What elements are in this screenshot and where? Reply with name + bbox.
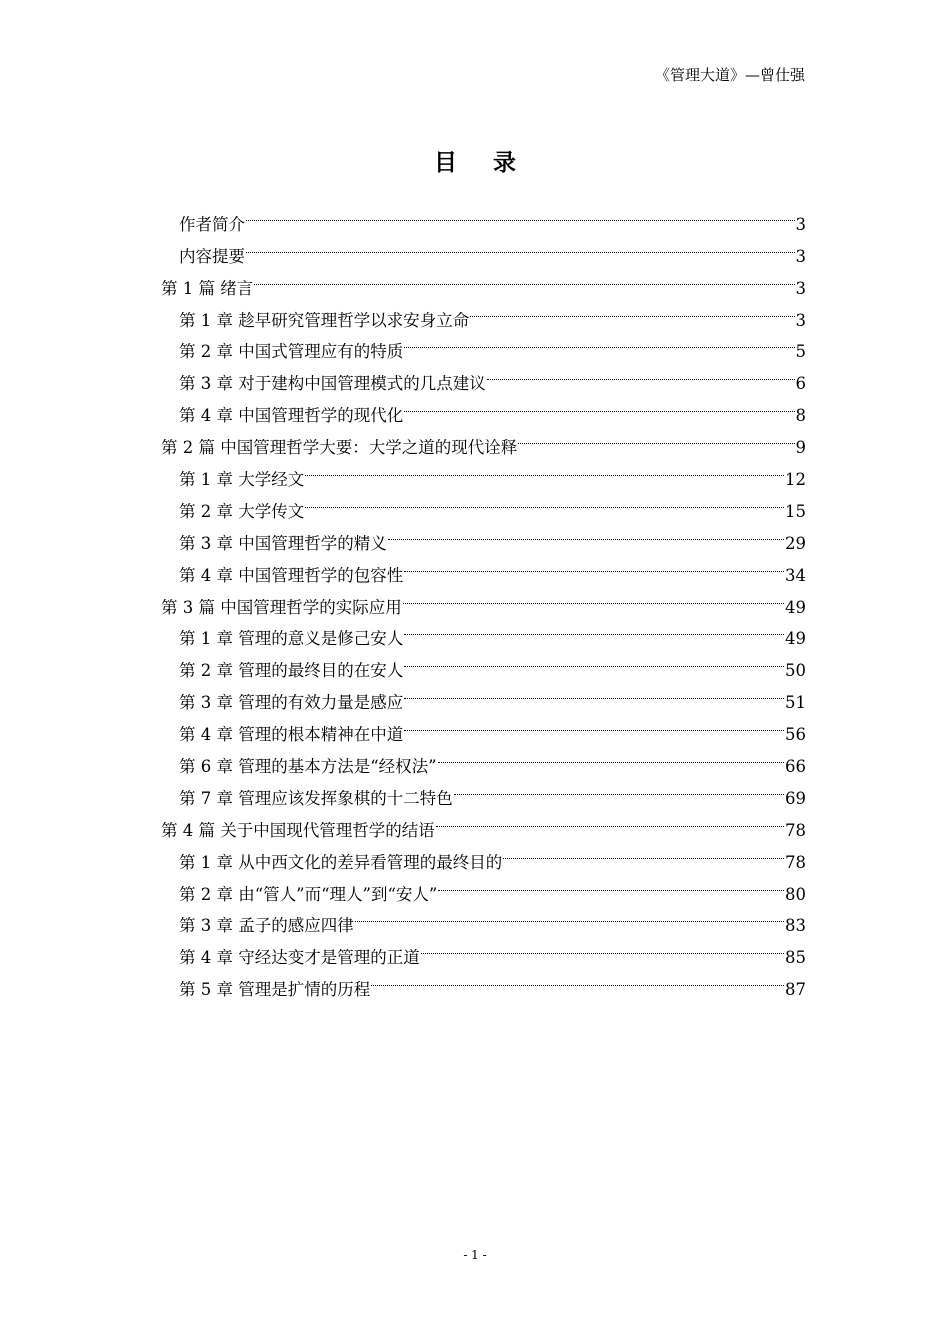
toc-entry-label: 第 4 章 管理的根本精神在中道 <box>179 725 404 745</box>
toc-entry-label: 第 2 章 中国式管理应有的特质 <box>179 342 404 362</box>
toc-entry-label: 第 1 章 大学经文 <box>179 470 305 490</box>
toc-entry-label: 第 3 章 对于建构中国管理模式的几点建议 <box>179 374 486 394</box>
toc-entry-page-number: 78 <box>785 820 806 840</box>
toc-entry-label: 第 2 章 大学传文 <box>179 501 305 521</box>
dot-leader <box>421 931 784 963</box>
dot-leader <box>487 357 795 389</box>
toc-entry-page-number: 50 <box>785 661 806 681</box>
toc-entry-page-number: 83 <box>785 916 806 936</box>
dot-leader <box>246 198 795 230</box>
dot-leader <box>404 708 784 740</box>
toc-entry-page-number: 87 <box>785 980 806 1000</box>
toc-entry-page-number: 49 <box>785 629 806 649</box>
toc-entry-label: 第 4 章 守经达变才是管理的正道 <box>179 948 420 968</box>
dot-leader <box>518 421 794 453</box>
dot-leader <box>305 453 784 485</box>
dot-leader <box>371 963 784 995</box>
toc-title: 目 录 <box>433 149 530 176</box>
toc-entry-label: 第 1 篇 绪言 <box>161 278 254 298</box>
toc-entry-label: 第 3 章 孟子的感应四律 <box>179 916 354 936</box>
dot-leader <box>454 772 784 804</box>
toc-entry-label: 第 2 章 由“管人”而“理人”到“安人” <box>179 884 438 904</box>
toc-entry-page-number: 34 <box>785 565 806 585</box>
dot-leader <box>404 644 784 676</box>
toc-entry-page-number: 80 <box>785 884 806 904</box>
dot-leader <box>254 262 794 294</box>
dot-leader <box>503 836 784 868</box>
toc-entry-page-number: 5 <box>795 342 806 362</box>
dot-leader <box>404 613 784 645</box>
page-number: - 1 - <box>463 1248 487 1262</box>
toc-entry-page-number: 85 <box>785 948 806 968</box>
toc-entry-label: 第 1 章 管理的意义是修己安人 <box>179 629 404 649</box>
toc-entry-page-number: 6 <box>795 374 806 394</box>
toc-entry-label: 第 5 章 管理是扩情的历程 <box>179 980 371 1000</box>
toc-entry-label: 第 4 篇 关于中国现代管理哲学的结语 <box>161 820 435 840</box>
toc-part-entry[interactable] <box>161 262 806 298</box>
toc-entry-label: 第 3 篇 中国管理哲学的实际应用 <box>161 597 402 617</box>
dot-leader <box>404 676 784 708</box>
toc-entry-label: 第 2 篇 中国管理哲学大要：大学之道的现代诠释 <box>161 438 518 458</box>
toc-entry-label: 内容提要 <box>179 246 245 266</box>
toc-entry-label: 第 2 章 管理的最终目的在安人 <box>179 661 404 681</box>
toc-entry-page-number: 3 <box>795 278 806 298</box>
toc-entry-label: 第 3 章 中国管理哲学的精义 <box>179 533 387 553</box>
toc-entry-label: 第 7 章 管理应该发挥象棋的十二特色 <box>179 788 453 808</box>
dot-leader <box>305 485 784 517</box>
toc-entry-label: 第 1 章 趁早研究管理哲学以求安身立命 <box>179 310 470 330</box>
dot-leader <box>404 549 784 581</box>
dot-leader <box>355 900 784 932</box>
toc-entry-page-number: 12 <box>785 470 806 490</box>
toc-chapter-entry[interactable] <box>161 230 806 266</box>
toc-entry-page-number: 69 <box>785 788 806 808</box>
toc-entry-label: 第 4 章 中国管理哲学的包容性 <box>179 565 404 585</box>
running-header: 《管理大道》—曾仕强 <box>654 66 805 84</box>
dot-leader <box>403 581 784 613</box>
toc-entry-page-number: 9 <box>795 438 806 458</box>
toc-entry-label: 第 3 章 管理的有效力量是感应 <box>179 693 404 713</box>
toc-entry-label: 第 4 章 中国管理哲学的现代化 <box>179 406 404 426</box>
toc-entry-label: 第 6 章 管理的基本方法是“经权法” <box>179 757 437 777</box>
toc-chapter-entry[interactable] <box>161 294 806 330</box>
toc-entry-page-number: 56 <box>785 725 806 745</box>
toc-entry-page-number: 51 <box>785 693 806 713</box>
dot-leader <box>404 389 794 421</box>
table-of-contents <box>161 198 806 1000</box>
toc-entry-page-number: 78 <box>785 852 806 872</box>
toc-entry-page-number: 15 <box>785 501 806 521</box>
dot-leader <box>438 740 784 772</box>
toc-chapter-entry[interactable] <box>161 198 806 234</box>
dot-leader <box>388 517 784 549</box>
toc-entry-page-number: 66 <box>785 757 806 777</box>
dot-leader <box>470 294 794 326</box>
dot-leader <box>404 326 794 358</box>
toc-entry-page-number: 3 <box>795 214 806 234</box>
toc-entry-page-number: 49 <box>785 597 806 617</box>
toc-entry-label: 作者简介 <box>179 214 245 234</box>
toc-entry-label: 第 1 章 从中西文化的差异看管理的最终目的 <box>179 852 503 872</box>
dot-leader <box>438 868 784 900</box>
toc-entry-page-number: 3 <box>795 246 806 266</box>
dot-leader <box>436 804 784 836</box>
toc-entry-page-number: 29 <box>785 533 806 553</box>
dot-leader <box>246 230 795 262</box>
toc-entry-page-number: 8 <box>795 406 806 426</box>
toc-entry-page-number: 3 <box>795 310 806 330</box>
